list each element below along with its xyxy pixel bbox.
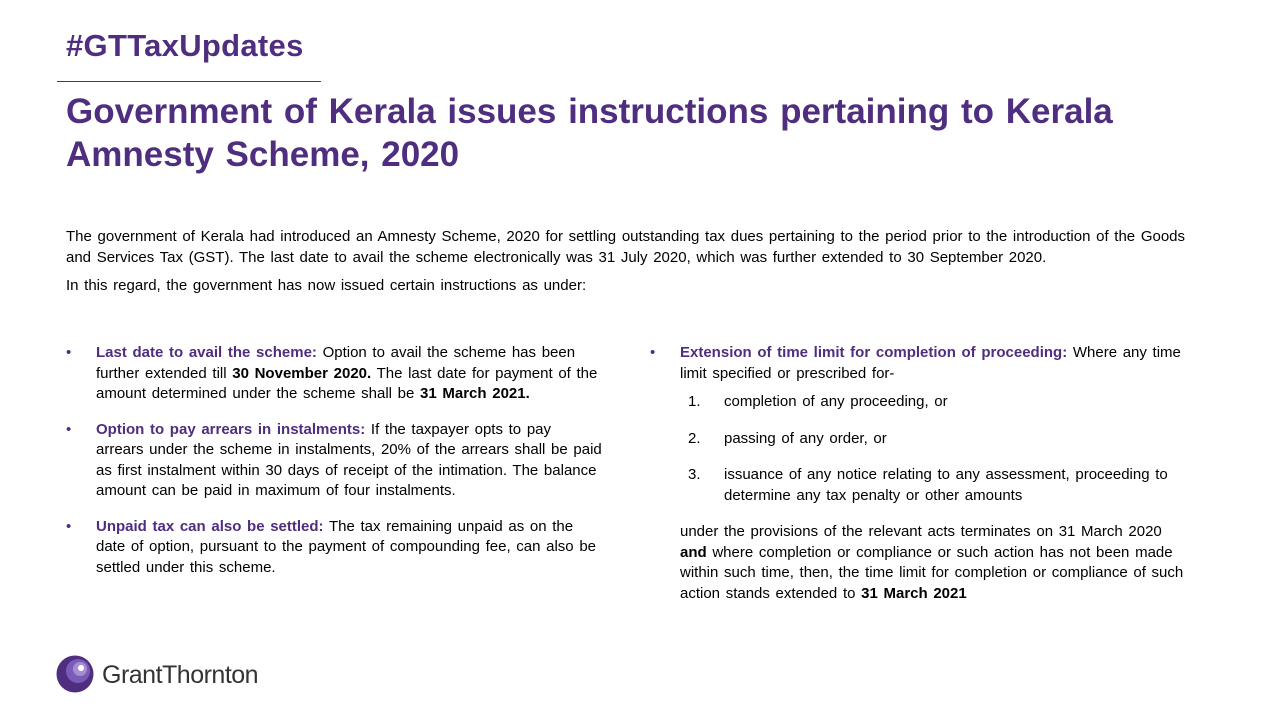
bullet-icon: • <box>66 517 72 535</box>
closing-bold: and <box>680 543 707 561</box>
closing-text: where completion or compliance or such action has not been made within such time, then, the time limit for completion or compliance of such action stands extended to <box>680 543 1184 602</box>
left-column <box>66 343 602 593</box>
list-item <box>680 392 1190 413</box>
bullet-extension <box>650 343 1190 384</box>
bullet-text: Option to avail the scheme has been further extended till <box>96 344 576 382</box>
intro-lead-in: In this regard, the government has now issued certain instructions as under: <box>66 277 587 294</box>
bullet-text: The tax remaining unpaid as on the date of option, pursuant to the payment of compounding fee, can also be settled under this scheme. <box>96 517 596 576</box>
closing-bold-date: 31 March 2021 <box>861 584 967 602</box>
list-number: 2. <box>688 429 701 447</box>
hashtag-heading: #GTTaxUpdates <box>66 28 304 63</box>
heading-underline <box>57 81 321 82</box>
bullet-icon: • <box>66 420 72 438</box>
bullet-instalments <box>66 420 602 502</box>
bullet-unpaid-tax <box>66 517 602 579</box>
bullet-text: The last date for payment of the amount determined under the scheme shall be <box>96 364 598 402</box>
logo-text: GrantThornton <box>102 661 259 689</box>
bullet-lead: Unpaid tax can also be settled: <box>96 517 324 535</box>
list-item <box>680 465 1190 506</box>
bullet-lead: Extension of time limit for completion of proceeding: <box>680 344 1068 361</box>
intro-paragraph: The government of Kerala had introduced an Amnesty Scheme, 2020 for settling outstanding tax dues pertaining to the period prior to the introduction of the Goods and Services Tax (GST). The last date to avail the scheme electronically was 31 July 2020, which was further extended to 30 September 2020. <box>66 228 1186 266</box>
bullet-text: If the taxpayer opts to pay arrears under the scheme in instalments, 20% of the arrears shall be paid as first instalment within 30 days of receipt of the intimation. The balance amount can be paid in maximum of four instalments. <box>96 420 602 499</box>
bullet-icon: • <box>66 344 72 361</box>
list-text: issuance of any notice relating to any assessment, proceeding to determine any tax penalty or other amounts <box>724 466 1168 504</box>
numbered-list <box>680 392 1190 506</box>
right-column <box>650 343 1190 604</box>
bullet-lead: Option to pay arrears in instalments: <box>96 420 366 438</box>
list-item <box>680 429 1190 450</box>
bullet-bold-date: 30 November 2020. <box>232 364 372 382</box>
bullet-last-date <box>66 343 602 405</box>
bullet-text: Where any time limit specified or prescribed for- <box>680 344 1181 382</box>
grant-thornton-logo <box>56 655 296 695</box>
closing-paragraph <box>680 522 1190 604</box>
bullet-lead: Last date to avail the scheme: <box>96 344 317 361</box>
bullet-bold-date: 31 March 2021. <box>420 385 530 402</box>
list-number: 1. <box>688 393 701 410</box>
page-title: Government of Kerala issues instructions pertaining to Kerala Amnesty Scheme, 2020 <box>66 92 1113 174</box>
bullet-icon: • <box>650 344 656 361</box>
logo-mark-icon <box>56 655 94 693</box>
list-number: 3. <box>688 466 701 483</box>
list-text: completion of any proceeding, or <box>724 393 948 410</box>
intro-section <box>66 227 1206 297</box>
closing-text: under the provisions of the relevant acts terminates on 31 March 2020 <box>680 523 1162 540</box>
list-text: passing of any order, or <box>724 429 887 447</box>
